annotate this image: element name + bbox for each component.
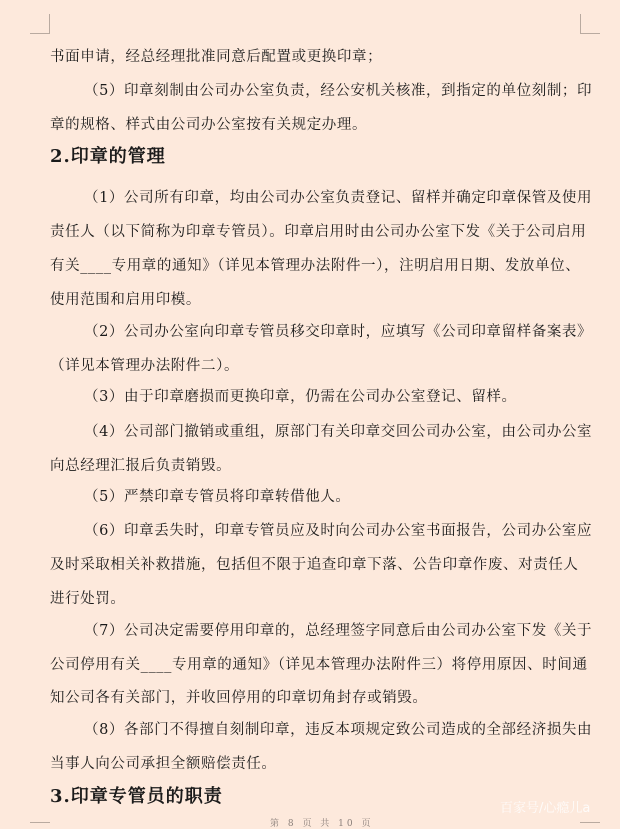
- paragraph-line: 公司停用有关____专用章的通知》（详见本管理办法附件三）将停用原因、时间通: [50, 657, 588, 673]
- paragraph-line: （1）公司所有印章，均由公司办公室负责登记、留样并确定印章保管及使用: [84, 190, 593, 206]
- paragraph-line: （6）印章丢失时，印章专管员应及时向公司办公室书面报告，公司办公室应: [84, 523, 593, 539]
- paragraph-line: （8）各部门不得擅自刻制印章，违反本项规定致公司造成的全部经济损失由: [84, 722, 593, 738]
- paragraph-line: 进行处罚。: [50, 591, 126, 607]
- paragraph-line: （4）公司部门撤销或重组，原部门有关印章交回公司办公室，由公司办公室: [84, 424, 593, 440]
- paragraph-line: 当事人向公司承担全额赔偿责任。: [50, 756, 277, 772]
- paragraph-line: （详见本管理办法附件二）。: [50, 358, 240, 374]
- paragraph-line: 书面申请，经总经理批准同意后配置或更换印章；: [50, 49, 383, 65]
- crop-mark-bottom-left-h: [30, 822, 50, 823]
- watermark: 百家号/心瘾儿a: [500, 801, 591, 816]
- paragraph-line: 及时采取相关补救措施，包括但不限于追查印章下落、公告印章作废、对责任人: [50, 557, 579, 573]
- paragraph-line: （2）公司办公室向印章专管员移交印章时，应填写《公司印章留样备案表》: [84, 324, 593, 340]
- paragraph-line: 向总经理汇报后负责销毁。: [50, 458, 232, 474]
- section-heading-2: 2.印章的管理: [50, 146, 166, 167]
- crop-mark-top-left-h: [30, 33, 50, 34]
- crop-mark-bottom-right-h: [580, 822, 600, 823]
- paragraph-line: （3）由于印章磨损而更换印章，仍需在公司办公室登记、留样。: [84, 389, 517, 405]
- paragraph-line: 责任人（以下简称为印章专管员）。印章启用时由公司办公室下发《关于公司启用: [50, 224, 587, 240]
- paragraph-line: 章的规格、样式由公司办公室按有关规定办理。: [50, 117, 368, 133]
- paragraph-line: （7）公司决定需要停用印章的，总经理签字同意后由公司办公室下发《关于: [84, 623, 593, 639]
- paragraph-line: 使用范围和启用印模。: [50, 292, 201, 308]
- paragraph-line: （5）印章刻制由公司办公室负责，经公安机关核准，到指定的单位刻制；印: [84, 83, 593, 99]
- paragraph-line: 知公司各有关部门，并收回停用的印章切角封存或销毁。: [50, 690, 428, 706]
- crop-mark-top-left-v: [49, 14, 50, 34]
- paragraph-line: （5）严禁印章专管员将印章转借他人。: [84, 489, 351, 505]
- crop-mark-top-right-h: [580, 33, 600, 34]
- crop-mark-top-right-v: [580, 14, 581, 34]
- paragraph-line: 有关____专用章的通知》（详见本管理办法附件一），注明启用日期、发放单位、: [50, 258, 581, 274]
- section-heading-3: 3.印章专管员的职责: [50, 786, 223, 807]
- page-number-footer: 第 8 页 共 10 页: [270, 819, 374, 829]
